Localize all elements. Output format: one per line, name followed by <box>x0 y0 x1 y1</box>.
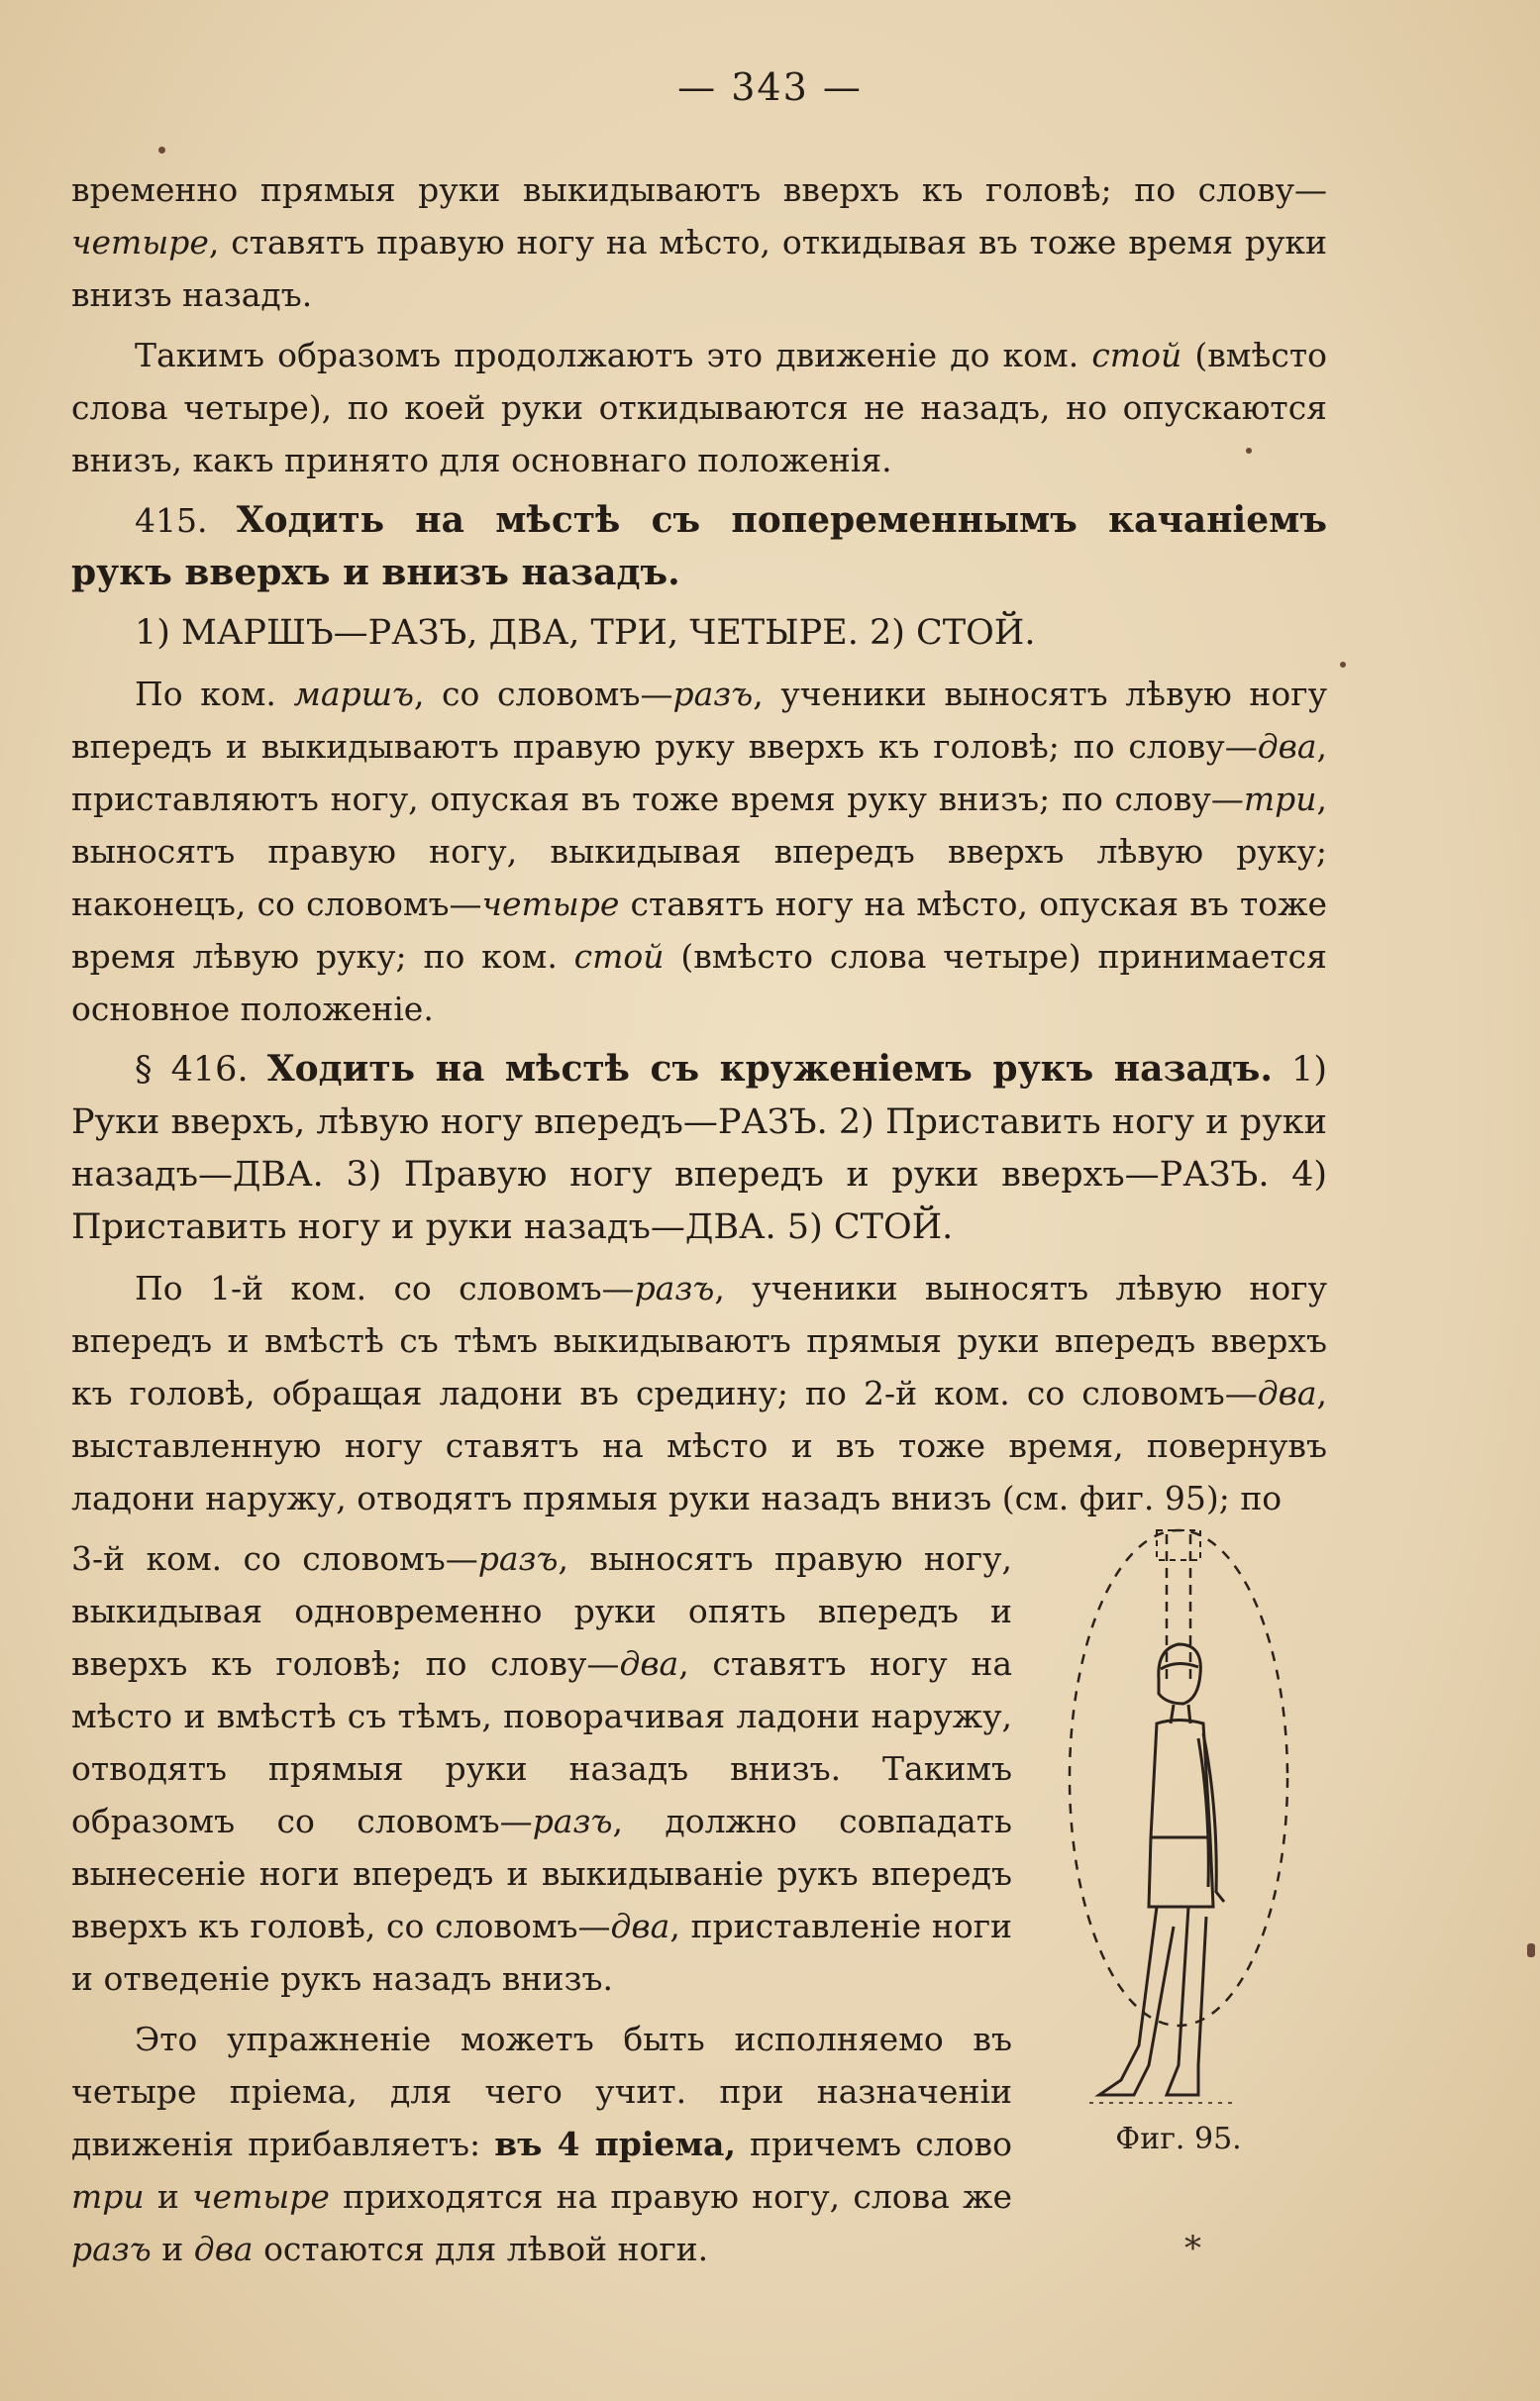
standing-figure-arm-circle-illustration <box>1040 1511 1317 2125</box>
paragraph <box>71 329 1327 486</box>
section-415-command: 1) МАРШЪ—РАЗЪ, ДВА, ТРИ, ЧЕТЫРЕ. 2) СТОЙ. <box>135 613 1036 653</box>
section-title: Ходить на мѣстѣ съ попеременнымъ качаніемъ рукъ вверхъ и внизъ назадъ. <box>71 499 1327 593</box>
ink-dot <box>1246 448 1252 454</box>
italic-word: стой <box>1091 336 1182 374</box>
paragraph <box>71 1262 1327 1524</box>
section-command: 1) Руки вверхъ, лѣвую ногу впередъ—РАЗЪ. 2) Приставить ногу и руки назадъ—ДВА. 3) Правую ногу впередъ и руки вверхъ—РАЗЪ. 4) Приставить ногу и руки назадъ—ДВА. 5) СТОЙ. <box>71 1050 1327 1247</box>
paragraph-beside-figure <box>71 2013 1012 2275</box>
text-run: , приставляютъ ногу, опуская въ тоже время руку внизъ; по слову— <box>71 727 1327 818</box>
text-run: приходятся на правую ногу, слова же <box>329 2177 1012 2216</box>
italic-word: два <box>610 1907 670 1945</box>
italic-word: четыре <box>71 223 209 261</box>
section-number: § 416. <box>135 1050 249 1090</box>
italic-word: два <box>619 1644 679 1683</box>
section-416-heading <box>71 1043 1327 1254</box>
figure-95 <box>1040 1511 1317 2164</box>
section-title: Ходить на мѣстѣ съ круженіемъ рукъ назадъ. <box>266 1048 1273 1090</box>
italic-word: разъ <box>672 675 754 713</box>
asterisk-mark: * <box>1184 2229 1201 2268</box>
paragraph <box>71 668 1327 1035</box>
paragraph-continued <box>71 163 1327 321</box>
section-415-heading <box>71 494 1327 599</box>
text-run: Это упражненіе можетъ быть исполняемо въ четыре пріема, для чего учит. при назначеніи движенія прибавляетъ: <box>71 2020 1012 2163</box>
italic-word: два <box>1257 727 1317 766</box>
text-run: , ставятъ правую ногу на мѣсто, откидывая въ тоже время руки внизъ назадъ. <box>71 223 1327 314</box>
italic-word: четыре <box>192 2177 330 2216</box>
italic-word: разъ <box>532 1802 613 1840</box>
text-run: (вмѣсто слова четыре), по коей руки откидываются не назадъ, но опускаются внизъ, какъ принято для основнаго положенія. <box>71 336 1327 479</box>
text-run: , ставятъ ногу на мѣсто и вмѣстѣ съ тѣмъ, поворачивая ладони наружу, отводятъ прямыя руки назадъ внизъ. Такимъ образомъ со словомъ— <box>71 1644 1012 1840</box>
italic-word: четыре <box>481 885 620 923</box>
figure-caption: Фиг. 95. <box>1115 2122 1242 2156</box>
text-run: , выносятъ правую ногу, выкидывая впередъ вверхъ лѣвую руку; наконецъ, со словомъ— <box>71 780 1327 923</box>
italic-word: три <box>1243 780 1317 818</box>
italic-word: разъ <box>71 2230 152 2268</box>
italic-word: два <box>1257 1374 1317 1412</box>
text-run: , выставленную ногу ставятъ на мѣсто и въ тоже время, повернувъ ладони наружу, отводятъ прямыя руки назадъ внизъ (см. фиг. 95); по <box>71 1374 1327 1517</box>
italic-word: стой <box>573 937 665 976</box>
text-run: , ученики выносятъ лѣвую ногу впередъ и выкидываютъ правую руку вверхъ къ головѣ; по слову— <box>71 675 1327 766</box>
italic-word: разъ <box>634 1269 715 1307</box>
text-run: , ученики выносятъ лѣвую ногу впередъ и вмѣстѣ съ тѣмъ выкидываютъ прямыя руки впередъ вверхъ къ головѣ, обращая ладони въ средину; по 2-й ком. со словомъ— <box>71 1269 1327 1412</box>
ink-dot <box>1340 662 1346 668</box>
ink-dot <box>1527 1943 1535 1957</box>
text-run: , приставленіе ноги и отведеніе рукъ назадъ внизъ. <box>71 1907 1012 1998</box>
page-number: — 343 — <box>677 65 863 109</box>
text-run: временно прямыя руки выкидываютъ вверхъ къ головѣ; по слову— <box>71 170 1327 209</box>
text-run: По ком. <box>135 675 294 713</box>
text-run: остаются для лѣвой ноги. <box>253 2230 709 2268</box>
paragraph-beside-figure <box>71 1532 1012 2005</box>
italic-word: маршъ <box>293 675 414 713</box>
text-run: причемъ слово <box>735 2125 1012 2163</box>
text-run: , со словомъ— <box>413 675 673 713</box>
italic-word: два <box>193 2230 254 2268</box>
text-run: и <box>151 2230 194 2268</box>
text-run: , выносятъ правую ногу, выкидывая одновременно руки опять впередъ и вверхъ къ головѣ; по слову— <box>71 1539 1012 1683</box>
italic-word: разъ <box>477 1539 559 1578</box>
text-run: 3-й ком. со словомъ— <box>71 1539 478 1578</box>
text-run: (вмѣсто слова четыре) принимается основное положеніе. <box>71 937 1327 1028</box>
text-run: и <box>144 2177 193 2216</box>
text-run: По 1-й ком. со словомъ— <box>135 1269 635 1307</box>
text-run: , должно совпадать вынесеніе ноги впередъ и выкидываніе рукъ впередъ вверхъ къ головѣ, со словомъ— <box>71 1802 1012 1945</box>
text-run: Такимъ образомъ продолжаютъ это движеніе до ком. <box>135 336 1092 374</box>
ink-dot <box>158 147 165 154</box>
italic-word: три <box>71 2177 145 2216</box>
bold-phrase: въ 4 пріема, <box>494 2125 736 2163</box>
section-number: 415. <box>135 501 208 540</box>
text-run: ставятъ ногу на мѣсто, опуская въ тоже время лѣвую руку; по ком. <box>71 885 1327 976</box>
